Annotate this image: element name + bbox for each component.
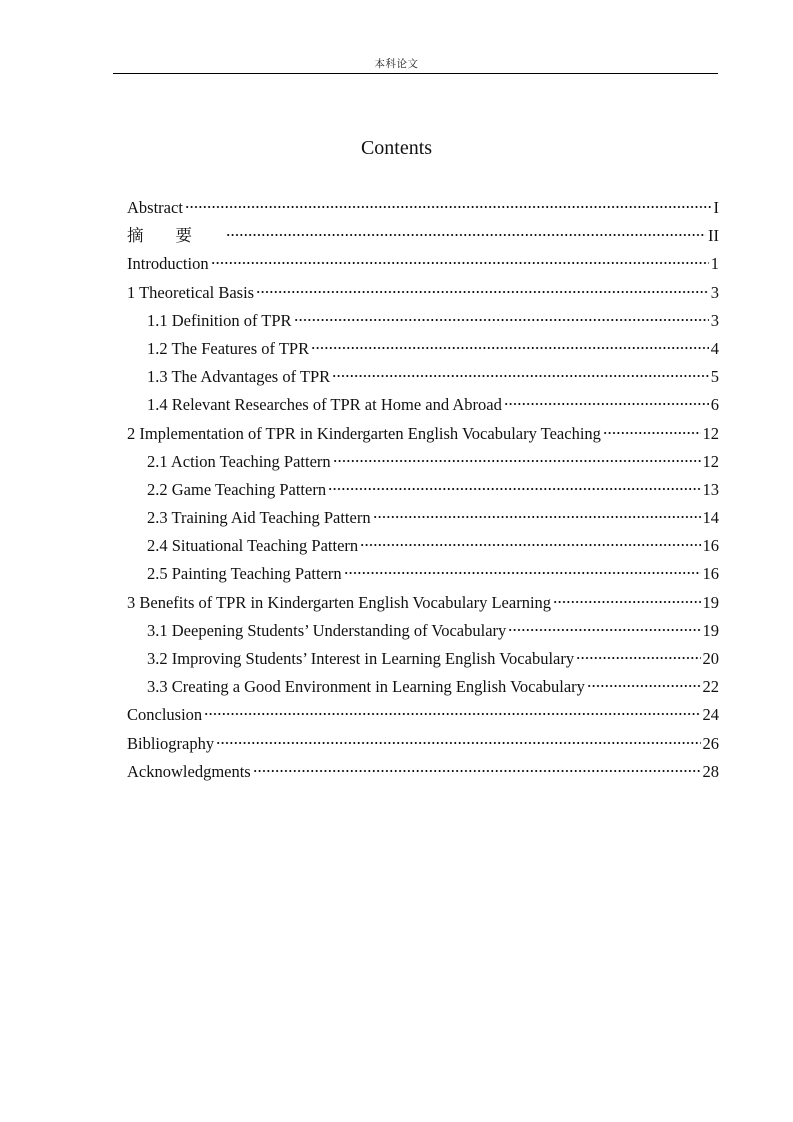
dot-leader [603, 431, 701, 435]
dot-leader [508, 628, 700, 632]
dot-leader [185, 205, 712, 209]
toc-entry-section-2-5 [127, 560, 719, 588]
dot-leader [328, 487, 700, 491]
toc-entry-label: 3 Benefits of TPR in Kindergarten English Vocabulary Learning [127, 592, 552, 612]
toc-entry-section-3-1 [127, 617, 719, 645]
toc-entry-label: 2.5 Painting Teaching Pattern [147, 564, 342, 584]
running-header: 本科论文 [374, 58, 419, 70]
dot-leader [204, 712, 700, 716]
toc-entry-label: 1 Theoretical Basis [127, 282, 255, 302]
toc-entry-chinese-abstract [127, 222, 719, 250]
toc-entry-page: II [708, 226, 719, 246]
dot-leader [311, 346, 709, 350]
toc-entry-page: 16 [702, 536, 719, 556]
toc-entry-label: 3.2 Improving Students’ Interest in Learning English Vocabulary [147, 649, 575, 668]
table-of-contents [127, 194, 719, 786]
toc-entry-conclusion [127, 701, 719, 729]
toc-entry-label: 3.1 Deepening Students’ Understanding of Vocabulary [147, 620, 507, 640]
dot-leader [256, 290, 709, 294]
dot-leader [360, 543, 700, 547]
toc-entry-page: 5 [710, 367, 719, 387]
toc-entry-introduction [127, 250, 719, 278]
toc-entry-bibliography [127, 730, 719, 758]
toc-entry-label: 3.3 Creating a Good Environment in Learning English Vocabulary [147, 677, 585, 697]
toc-entry-label: Introduction [127, 254, 209, 274]
dot-leader [216, 741, 700, 745]
toc-entry-page: 12 [702, 451, 719, 471]
toc-entry-section-1-2 [127, 335, 719, 363]
toc-entry-chapter-2 [127, 420, 719, 448]
dot-leader [344, 571, 701, 575]
toc-entry-page: 16 [702, 564, 719, 584]
toc-entry-chapter-3 [127, 589, 719, 617]
dot-leader [504, 402, 709, 406]
toc-entry-section-3-3 [127, 673, 719, 701]
toc-entry-page: 24 [702, 705, 719, 725]
toc-entry-label: Abstract [127, 198, 183, 217]
toc-entry-label: 2.3 Training Aid Teaching Pattern [147, 508, 371, 528]
toc-entry-label: Bibliography [127, 733, 215, 753]
toc-entry-page: I [713, 198, 719, 217]
dot-leader [294, 318, 709, 322]
toc-entry-label: 1.2 The Features of TPR [147, 338, 310, 358]
toc-entry-section-2-4 [127, 532, 719, 560]
toc-entry-label: 2.2 Game Teaching Pattern [147, 479, 327, 499]
toc-entry-page: 19 [702, 620, 719, 640]
toc-entry-section-1-1 [127, 307, 719, 335]
toc-entry-label: 1.1 Definition of TPR [147, 310, 292, 330]
header-rule [113, 73, 718, 74]
toc-entry-label: Conclusion [127, 705, 203, 725]
dot-leader [332, 374, 709, 378]
toc-entry-page: 3 [710, 310, 719, 330]
toc-entry-section-3-2 [127, 645, 719, 673]
toc-entry-label: 摘要 [127, 226, 224, 246]
toc-entry-label: 2.1 Action Teaching Pattern [147, 451, 331, 471]
toc-entry-page: 26 [702, 733, 719, 753]
page-title: Contents [360, 137, 433, 159]
toc-entry-label: Acknowledgments [127, 761, 251, 781]
dot-leader [553, 600, 700, 604]
toc-entry-label: 2 Implementation of TPR in Kindergarten English Vocabulary Teaching [127, 423, 601, 443]
toc-entry-label: 2.4 Situational Teaching Pattern [147, 536, 359, 556]
toc-entry-page: 22 [702, 677, 719, 697]
toc-entry-section-2-2 [127, 476, 719, 504]
toc-entry-page: 13 [702, 479, 719, 499]
toc-entry-page: 14 [702, 508, 719, 528]
dot-leader [211, 261, 709, 265]
toc-entry-label: 1.3 The Advantages of TPR [147, 367, 331, 387]
dot-leader [587, 684, 701, 688]
toc-entry-section-1-3 [127, 363, 719, 391]
toc-entry-page: 1 [710, 254, 719, 274]
toc-entry-section-1-4 [127, 391, 719, 419]
dot-leader [373, 515, 701, 519]
dot-leader [253, 769, 701, 773]
toc-entry-acknowledgments [127, 758, 719, 786]
toc-entry-page: 4 [710, 338, 719, 358]
toc-entry-abstract [127, 194, 719, 222]
toc-entry-section-2-1 [127, 448, 719, 476]
toc-entry-page: 19 [702, 592, 719, 612]
dot-leader [333, 459, 701, 463]
toc-entry-page: 20 [702, 649, 719, 668]
dot-leader [576, 656, 700, 660]
dot-leader [226, 233, 706, 237]
toc-entry-page: 12 [702, 423, 719, 443]
toc-entry-label: 1.4 Relevant Researches of TPR at Home and Abroad [147, 395, 502, 415]
toc-entry-chapter-1 [127, 279, 719, 307]
toc-entry-page: 6 [710, 395, 719, 415]
toc-entry-page: 3 [710, 282, 719, 302]
toc-entry-page: 28 [702, 761, 719, 781]
toc-entry-section-2-3 [127, 504, 719, 532]
